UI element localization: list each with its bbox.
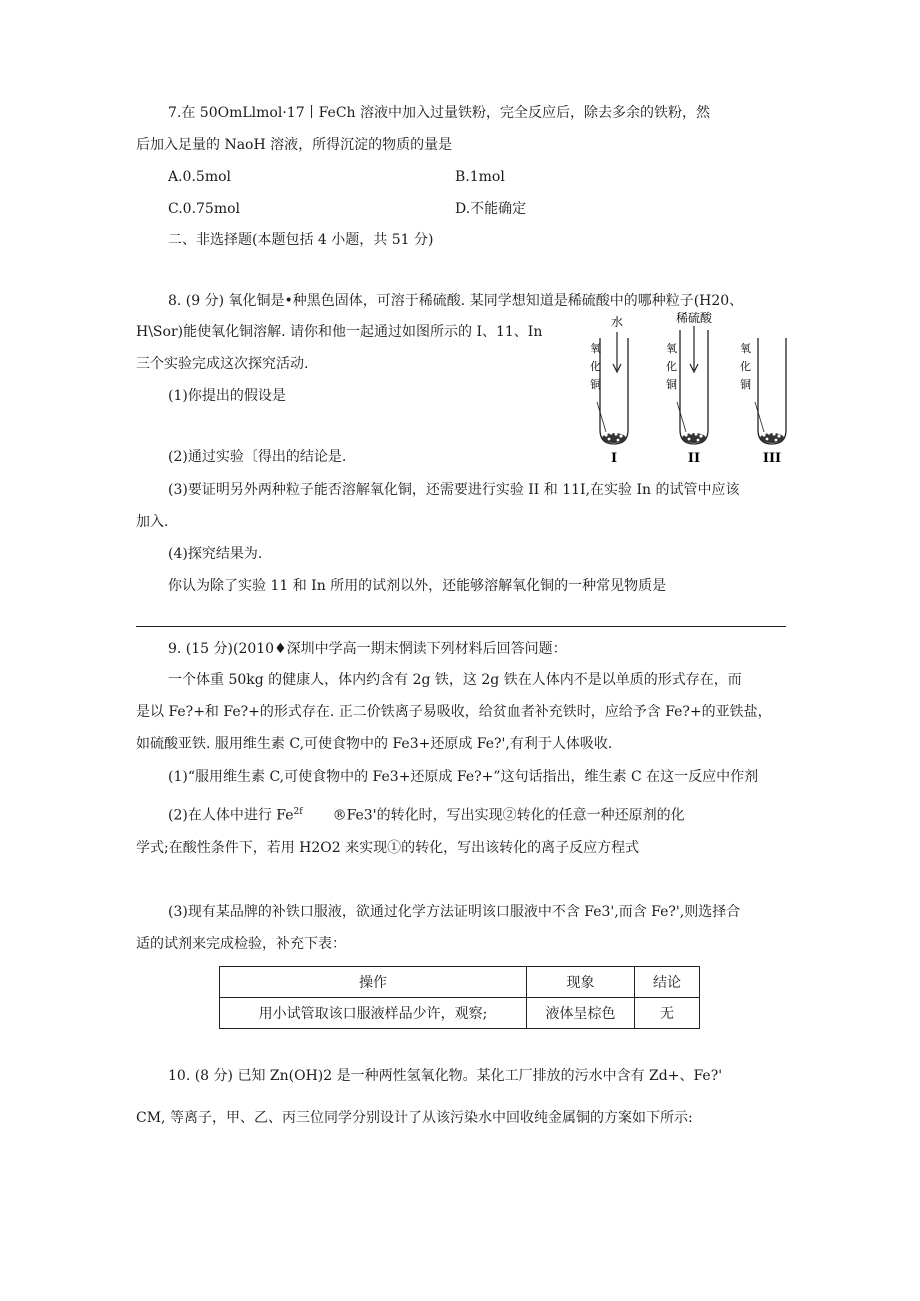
tube3-oxide-char-1: 氧 xyxy=(740,342,751,355)
tube3-oxide-char-3: 铜 xyxy=(740,378,751,391)
tube1-numeral: I xyxy=(610,451,618,466)
tube2-reagent-label: 稀硫酸 xyxy=(675,311,713,325)
tube2-oxide-char-1: 氧 xyxy=(666,342,677,355)
q8-part3: (3)要证明另外两种粒子能否溶解氧化铜，还需要进行实验 II 和 11I,在实验 In 的试管中应该 xyxy=(168,482,740,498)
q9-part3-cont: 适的试剂来完成检验，补充下表： xyxy=(136,936,346,952)
tube1-reagent-label: 水 xyxy=(610,315,624,329)
test-tube-3 xyxy=(755,338,786,444)
table-header-cell: 结论 xyxy=(635,967,700,998)
q7-option-d: D.不能确定 xyxy=(455,201,527,217)
q9-header: 9. (15 分)(2010♦深圳中学高一期末惘读下列材料后回答问题： xyxy=(168,641,567,657)
q7-stem-line2: 后加入足量的 NaoH 溶液，所得沉淀的物质的量是 xyxy=(136,137,453,153)
section-heading: 二、非选择题(本题包括 4 小题，共 51 分) xyxy=(168,232,434,248)
tube1-oxide-char-2: 化 xyxy=(590,360,601,373)
test-tube-figure xyxy=(582,310,802,470)
tube2-oxide-char-3: 铜 xyxy=(666,378,677,391)
q7-option-b: B.1mol xyxy=(455,169,505,185)
q9-material-line3: 如硫酸亚铁. 服用维生素 C,可使食物中的 Fe3+还原成 Fe?',有利于人体吸收. xyxy=(136,736,613,752)
q8-stem-line2: H\Sor)能使氧化铜溶解. 请你和他一起通过如图所示的 I、11、In xyxy=(136,324,543,340)
q9-part2-b: ®Fe3'的转化时，写出实现②转化的任意一种还原剂的化 xyxy=(332,807,685,824)
tube3-numeral: III xyxy=(762,451,782,466)
q7-option-a: A.0.5mol xyxy=(168,169,232,185)
tube3-oxide-char-2: 化 xyxy=(740,360,751,373)
q9-part2 xyxy=(168,803,685,825)
tube2-numeral: II xyxy=(687,451,701,466)
test-tube-2 xyxy=(677,326,708,444)
q9-material-line1: 一个体重 50kg 的健康人，体内约含有 2g 铁，这 2g 铁在人体内不是以单质的形式存在，而 xyxy=(168,672,742,688)
q10-stem-line2: CM, 等离子，甲、乙、丙三位同学分别设计了从该污染水中回收纯金属铜的方案如下所示: xyxy=(136,1110,693,1126)
q9-material-line2: 是以 Fe?+和 Fe?+的形式存在. 正二价铁离子易吸收，给贫血者补充铁时，应给予含 Fe?+的亚铁盐， xyxy=(136,704,772,720)
table-row xyxy=(220,998,700,1029)
q10-stem-line1: 10. (8 分) 已知 Zn(OH)2 是一种两性氢氧化物。某化工厂排放的污水中含有 Zd+、Fe?' xyxy=(168,1068,723,1084)
q8-stem-line1: 8. (9 分) 氧化铜是•种黑色固体，可溶于稀硫酸. 某同学想知道是稀硫酸中的哪种粒子(H20、 xyxy=(168,293,744,309)
table-cell: 液体呈棕色 xyxy=(527,998,635,1029)
q8-part5: 你认为除了实验 11 和 In 所用的试剂以外，还能够溶解氧化铜的一种常见物质是 xyxy=(168,578,667,594)
q8-part3-cont: 加入. xyxy=(136,514,169,530)
tube2-oxide-char-2: 化 xyxy=(666,360,677,373)
q8-part2: (2)通过实验〔得出的结论是. xyxy=(168,449,347,465)
table-header-cell: 操作 xyxy=(220,967,527,998)
q7-stem-line1: 7.在 50OmLlmol·17丨FeCh 溶液中加入过量铁粉，完全反应后，除去多余的铁粉，然 xyxy=(168,105,711,121)
q8-part4: (4)探究结果为. xyxy=(168,546,263,562)
tube1-oxide-char-3: 铜 xyxy=(590,378,601,391)
q9-part1: (1)“服用维生素 C,可使食物中的 Fe3+还原成 Fe?+”这句话指出，维生素 C 在这一反应中作剂 xyxy=(168,769,759,785)
test-tube-1 xyxy=(597,332,628,444)
q8-stem-line3: 三个实验完成这次探究活动. xyxy=(136,356,309,372)
q9-part2-cont: 学式;在酸性条件下，若用 H2O2 来实现①的转化，写出该转化的离子反应方程式 xyxy=(136,840,640,856)
q9-part2-sup: 2f xyxy=(293,807,303,817)
q8-part1: (1)你提出的假设是 xyxy=(168,388,286,404)
table-header-cell: 现象 xyxy=(527,967,635,998)
table-cell: 用小试管取该口服液样品少许，观察; xyxy=(220,998,527,1029)
answer-rule xyxy=(136,626,786,627)
q9-part2-a: (2)在人体中进行 Fe xyxy=(168,807,294,824)
table-header-row xyxy=(220,967,700,998)
tube1-oxide-char-1: 氧 xyxy=(590,342,601,355)
q7-option-c: C.0.75mol xyxy=(168,201,241,217)
q9-table xyxy=(219,966,700,1029)
table-cell: 无 xyxy=(635,998,700,1029)
q9-part3: (3)现有某品牌的补铁口服液，欲通过化学方法证明该口服液中不含 Fe3',而含 Fe?',则选择合 xyxy=(168,904,741,920)
